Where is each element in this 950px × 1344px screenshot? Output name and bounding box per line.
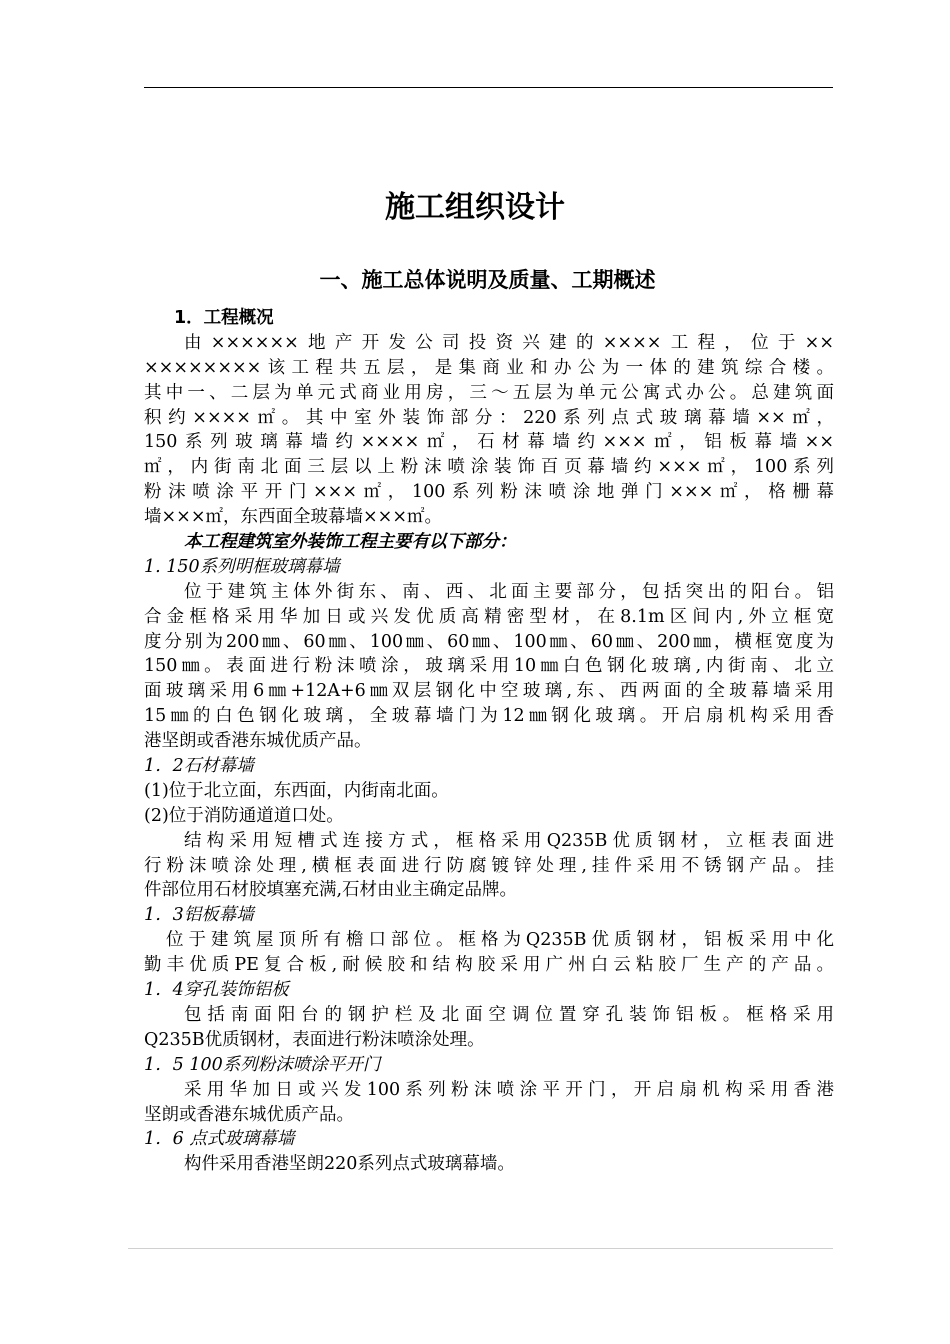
paragraph-line: 行粉沫喷涂处理,横框表面进行防腐镀锌处理,挂件采用不锈钢产品。挂 bbox=[144, 855, 834, 876]
section-heading: 一、施工总体说明及质量、工期概述 bbox=[319, 268, 656, 292]
paragraph-line: 坚朗或香港东城优质产品。 bbox=[144, 1104, 354, 1125]
paragraph-line: 墙×××㎡，东西面全玻幕墙×××㎡。 bbox=[144, 507, 442, 528]
paragraph-line: 由××××××地产开发公司投资兴建的××××工程，位于×× bbox=[184, 332, 834, 353]
item-heading: 1. 150系列明框玻璃幕墙 bbox=[144, 556, 340, 577]
paragraph-line: 面玻璃采用6㎜+12A+6㎜双层钢化中空玻璃,东、西两面的全玻幕墙采用 bbox=[144, 681, 834, 702]
subsection-heading: 1．工程概况 bbox=[174, 308, 274, 328]
paragraph-line: (2)位于消防通道道口处。 bbox=[144, 805, 344, 826]
paragraph-line: Q235B优质钢材，表面进行粉沫喷涂处理。 bbox=[144, 1029, 485, 1050]
paragraph-line: 位于建筑屋顶所有檐口部位。框格为Q235B优质钢材，铝板采用中化 bbox=[166, 930, 834, 951]
item-heading: 1．5 100系列粉沫喷涂平开门 bbox=[144, 1054, 381, 1075]
paragraph-line: 位于建筑主体外街东、南、西、北面主要部分，包括突出的阳台。铝 bbox=[184, 581, 834, 602]
paragraph-line: 港坚朗或香港东城优质产品。 bbox=[144, 731, 372, 752]
item-heading: 1．2石材幕墙 bbox=[144, 756, 254, 777]
item-heading: 1．6 点式玻璃幕墙 bbox=[144, 1129, 295, 1150]
paragraph-line: 合金框格采用华加日或兴发优质高精密型材，在8.1m区间内,外立框宽 bbox=[144, 606, 834, 627]
paragraph-line: 其中一、二层为单元式商业用房，三～五层为单元公寓式办公。总建筑面 bbox=[144, 382, 834, 403]
paragraph-line: 采用华加日或兴发100系列粉沫喷涂平开门，开启扇机构采用香港 bbox=[184, 1079, 834, 1100]
footer-rule bbox=[128, 1248, 833, 1249]
paragraph-line: 构件采用香港坚朗220系列点式玻璃幕墙。 bbox=[184, 1154, 515, 1175]
document-body bbox=[144, 306, 834, 1177]
paragraph-line: 积约××××㎡。其中室外装饰部分：220系列点式玻璃幕墙××㎡， bbox=[144, 407, 834, 428]
paragraph-line: 结构采用短槽式连接方式，框格采用Q235B优质钢材，立框表面进 bbox=[184, 830, 834, 851]
item-heading: 1．3铝板幕墙 bbox=[144, 905, 254, 926]
paragraph-line: 15㎜的白色钢化玻璃，全玻幕墙门为12㎜钢化玻璃。开启扇机构采用香 bbox=[144, 706, 834, 727]
paragraph-line: 度分别为200㎜、60㎜、100㎜、60㎜、100㎜、60㎜、200㎜，横框宽度为 bbox=[144, 631, 834, 652]
item-heading: 1．4穿孔装饰铝板 bbox=[144, 980, 289, 1001]
paragraph-line: ㎡，内街南北面三层以上粉沫喷涂装饰百页幕墙约×××㎡，100系列 bbox=[144, 457, 834, 478]
emphasis-line: 本工程建筑室外装饰工程主要有以下部分： bbox=[184, 532, 517, 553]
header-rule bbox=[144, 87, 833, 88]
paragraph-line: (1)位于北立面，东西面，内街南北面。 bbox=[144, 780, 449, 801]
document-title: 施工组织设计 bbox=[385, 190, 565, 225]
paragraph-line: ××××××××该工程共五层，是集商业和办公为一体的建筑综合楼。 bbox=[144, 357, 834, 378]
paragraph-line: 包括南面阳台的钢护栏及北面空调位置穿孔装饰铝板。框格采用 bbox=[184, 1004, 834, 1025]
paragraph-line: 件部位用石材胶填塞充满,石材由业主确定品牌。 bbox=[144, 880, 518, 901]
paragraph-line: 勤丰优质PE复合板,耐候胶和结构胶采用广州白云粘胶厂生产的产品。 bbox=[144, 955, 834, 976]
paragraph-line: 粉沫喷涂平开门×××㎡，100系列粉沫喷涂地弹门×××㎡，格栅幕 bbox=[144, 482, 834, 503]
paragraph-line: 150㎜。表面进行粉沫喷涂，玻璃采用10㎜白色钢化玻璃,内街南、北立 bbox=[144, 656, 834, 677]
paragraph-line: 150系列玻璃幕墙约××××㎡，石材幕墙约×××㎡，铝板幕墙×× bbox=[144, 432, 834, 453]
